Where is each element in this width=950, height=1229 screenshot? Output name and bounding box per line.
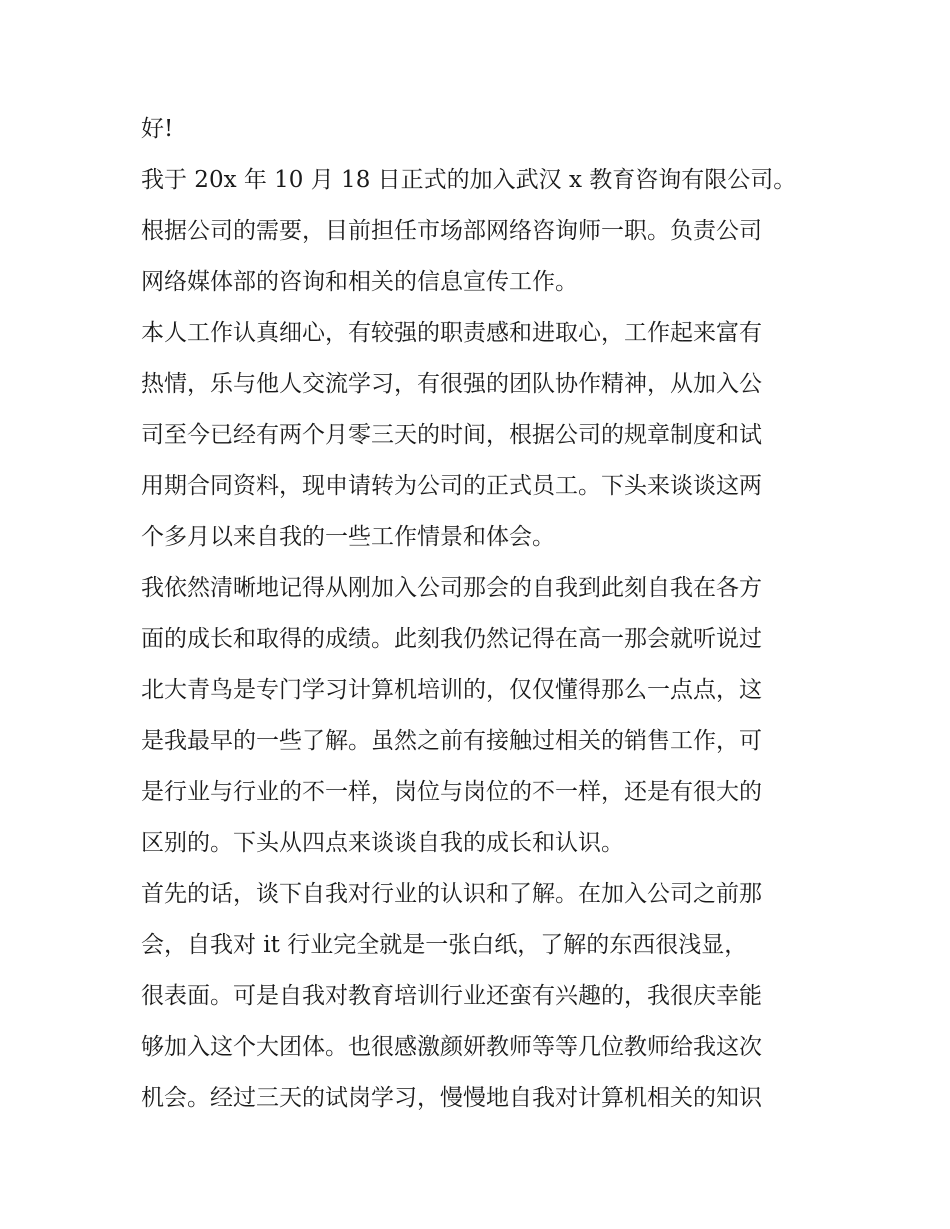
- text-line: 区别的。下头从四点来谈谈自我的成长和认识。: [141, 830, 624, 856]
- text-line: 我依然清晰地记得从刚加入公司那会的自我到此刻自我在各方: [141, 575, 762, 601]
- text-line: 根据公司的需要，目前担任市场部网络咨询师一职。负责公司: [141, 218, 762, 244]
- text-line: 网络媒体部的咨询和相关的信息宣传工作。: [141, 269, 578, 295]
- text-line: 用期合同资料，现申请转为公司的正式员工。下头来谈谈这两: [141, 473, 762, 499]
- text-line: 首先的话，谈下自我对行业的认识和了解。在加入公司之前那: [141, 881, 762, 907]
- text-line: 够加入这个大团体。也很感激颜妍教师等等几位教师给我这次: [141, 1034, 762, 1060]
- text-line: 好!: [141, 116, 174, 142]
- text-line: 机会。经过三天的试岗学习，慢慢地自我对计算机相关的知识: [141, 1085, 762, 1111]
- text-line: 面的成长和取得的成绩。此刻我仍然记得在高一那会就听说过: [141, 626, 762, 652]
- text-line: 本人工作认真细心，有较强的职责感和进取心，工作起来富有: [141, 320, 762, 346]
- text-line: 会，自我对 it 行业完全就是一张白纸，了解的东西很浅显，: [141, 932, 748, 958]
- text-line: 我于 20x 年 10 月 18 日正式的加入武汉 x 教育咨询有限公司。: [141, 167, 797, 193]
- text-line: 北大青鸟是专门学习计算机培训的，仅仅懂得那么一点点，这: [141, 677, 762, 703]
- text-line: 司至今已经有两个月零三天的时间，根据公司的规章制度和试: [141, 422, 762, 448]
- text-line: 很表面。可是自我对教育培训行业还蛮有兴趣的，我很庆幸能: [141, 983, 762, 1009]
- text-line: 个多月以来自我的一些工作情景和体会。: [141, 524, 555, 550]
- text-line: 热情，乐与他人交流学习，有很强的团队协作精神，从加入公: [141, 371, 762, 397]
- text-line: 是我最早的一些了解。虽然之前有接触过相关的销售工作，可: [141, 728, 762, 754]
- text-line: 是行业与行业的不一样，岗位与岗位的不一样，还是有很大的: [141, 779, 762, 805]
